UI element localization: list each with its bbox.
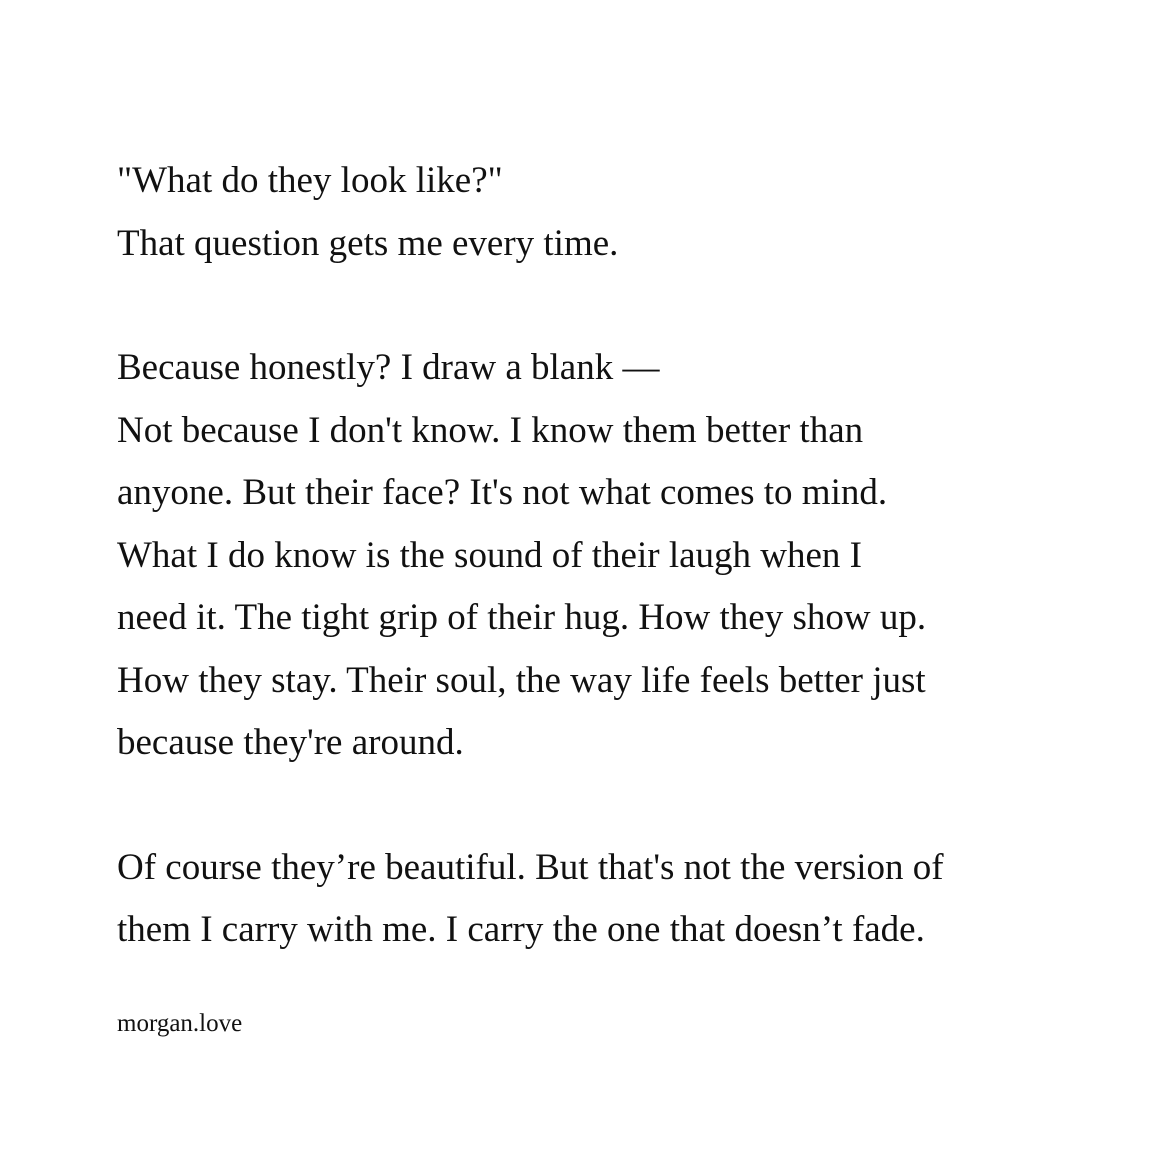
poem-line: How they stay. Their soul, the way life feels better just xyxy=(117,659,926,701)
poem-line: need it. The tight grip of their hug. How they show up. xyxy=(117,597,927,638)
poem-line: What I do know is the sound of their laugh when I xyxy=(117,534,862,576)
poem-line: them I carry with me. I carry the one that doesn’t fade. xyxy=(117,909,925,950)
poem-line: because they're around. xyxy=(117,722,464,763)
poem-line: "What do they look like?" xyxy=(117,160,503,201)
poem-line: That question gets me every time. xyxy=(117,222,619,264)
poem-line: Because honestly? I draw a blank — xyxy=(117,347,660,388)
stanza-1 xyxy=(117,150,1117,275)
poem-line: Of course they’re beautiful. But that's not the version of xyxy=(117,846,944,888)
poem-line: Not because I don't know. I know them better than xyxy=(117,409,864,451)
poem-line: anyone. But their face? It's not what comes to mind. xyxy=(117,472,888,513)
poem-body xyxy=(117,150,1117,962)
stanza-2 xyxy=(117,337,1117,775)
stanza-3 xyxy=(117,837,1117,962)
author-signature: morgan.love xyxy=(117,1010,243,1037)
